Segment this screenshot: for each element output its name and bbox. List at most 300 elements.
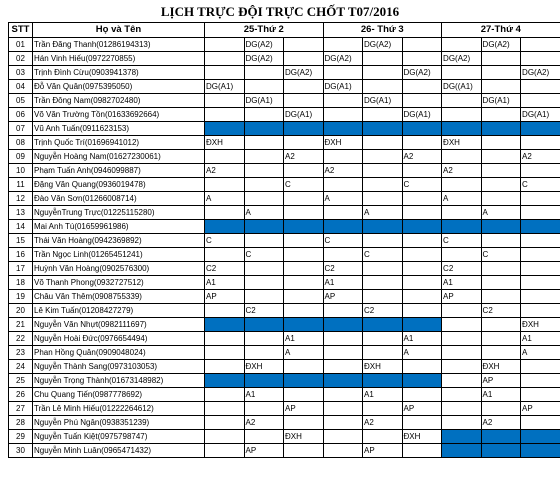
row-number: 13: [9, 206, 33, 220]
table-row: [9, 262, 560, 276]
shift-cell: [323, 220, 363, 234]
shift-cell: [323, 248, 363, 262]
shift-cell: [205, 66, 245, 80]
shift-cell: [402, 164, 442, 178]
shift-cell: [521, 248, 560, 262]
shift-cell: A1: [521, 332, 560, 346]
shift-cell: [205, 304, 245, 318]
shift-cell: [323, 122, 363, 136]
shift-cell: [521, 94, 560, 108]
shift-cell: [284, 52, 324, 66]
member-name: Châu Văn Thêm(0908755339): [33, 290, 205, 304]
shift-cell: A1: [363, 388, 403, 402]
shift-cell: [284, 388, 324, 402]
table-row: [9, 122, 560, 136]
shift-cell: C2: [244, 304, 284, 318]
shift-cell: ĐXH: [363, 360, 403, 374]
member-name: Nguyễn Hoàng Nam(01627230061): [33, 150, 205, 164]
shift-cell: [442, 304, 482, 318]
shift-cell: [205, 94, 245, 108]
shift-cell: A2: [402, 150, 442, 164]
shift-cell: ĐXH: [244, 360, 284, 374]
shift-cell: [481, 52, 521, 66]
shift-cell: [402, 416, 442, 430]
table-row: [9, 444, 560, 458]
header-day-1: 25-Thứ 2: [205, 23, 324, 38]
shift-cell: [323, 178, 363, 192]
shift-cell: [402, 192, 442, 206]
shift-cell: [363, 150, 403, 164]
shift-cell: AP: [363, 444, 403, 458]
shift-cell: [205, 402, 245, 416]
shift-cell: [442, 374, 482, 388]
shift-cell: [205, 388, 245, 402]
table-row: [9, 388, 560, 402]
table-row: [9, 192, 560, 206]
shift-cell: [481, 178, 521, 192]
member-name: Đỗ Văn Quân(0975395050): [33, 80, 205, 94]
table-row: [9, 94, 560, 108]
shift-cell: [442, 444, 482, 458]
shift-cell: [481, 220, 521, 234]
shift-cell: [521, 206, 560, 220]
shift-cell: DG(A2): [323, 52, 363, 66]
shift-cell: ĐXH: [402, 430, 442, 444]
shift-cell: [521, 80, 560, 94]
shift-cell: [323, 108, 363, 122]
shift-cell: DG(A2): [521, 66, 560, 80]
shift-cell: [442, 318, 482, 332]
row-number: 12: [9, 192, 33, 206]
shift-cell: [244, 234, 284, 248]
shift-cell: DG(A1): [323, 80, 363, 94]
shift-cell: A: [323, 192, 363, 206]
shift-cell: [323, 150, 363, 164]
member-name: Nguyễn Thành Sang(0973103053): [33, 360, 205, 374]
shift-cell: [402, 304, 442, 318]
shift-cell: [284, 220, 324, 234]
row-number: 17: [9, 262, 33, 276]
shift-cell: [521, 290, 560, 304]
shift-cell: [323, 444, 363, 458]
shift-cell: [323, 374, 363, 388]
shift-cell: [363, 220, 403, 234]
shift-cell: [205, 346, 245, 360]
shift-cell: [244, 290, 284, 304]
shift-cell: [363, 290, 403, 304]
shift-cell: [284, 206, 324, 220]
table-row: [9, 38, 560, 52]
shift-cell: AP: [205, 290, 245, 304]
table-row: [9, 108, 560, 122]
shift-cell: [402, 80, 442, 94]
shift-cell: A2: [205, 164, 245, 178]
member-name: Đào Văn Sơn(01266008714): [33, 192, 205, 206]
member-name: Mai Anh Tú(01659961986): [33, 220, 205, 234]
shift-cell: [284, 136, 324, 150]
shift-cell: [284, 374, 324, 388]
shift-cell: [244, 262, 284, 276]
shift-cell: [402, 262, 442, 276]
row-number: 09: [9, 150, 33, 164]
header-name: Họ và Tên: [33, 23, 205, 38]
shift-cell: [481, 346, 521, 360]
shift-cell: [402, 444, 442, 458]
shift-cell: [244, 276, 284, 290]
row-number: 06: [9, 108, 33, 122]
member-name: Huỳnh Văn Hoàng(0902576300): [33, 262, 205, 276]
row-number: 07: [9, 122, 33, 136]
shift-cell: [442, 430, 482, 444]
shift-cell: C: [402, 178, 442, 192]
row-number: 20: [9, 304, 33, 318]
shift-cell: [402, 122, 442, 136]
member-name: Đặng Văn Quang(0936019478): [33, 178, 205, 192]
shift-cell: [442, 108, 482, 122]
table-row: [9, 80, 560, 94]
member-name: Nguyễn Văn Nhựt(0982111697): [33, 318, 205, 332]
shift-cell: [481, 444, 521, 458]
shift-cell: C: [244, 248, 284, 262]
shift-cell: [442, 150, 482, 164]
member-name: Võ Văn Trường Tồn(01633692664): [33, 108, 205, 122]
shift-cell: [205, 444, 245, 458]
shift-cell: [205, 332, 245, 346]
shift-cell: [363, 122, 403, 136]
shift-cell: [205, 318, 245, 332]
shift-cell: DG(A2): [244, 52, 284, 66]
row-number: 29: [9, 430, 33, 444]
shift-cell: A2: [442, 164, 482, 178]
member-name: Nguyễn Hoài Đức(0976654494): [33, 332, 205, 346]
shift-cell: C: [521, 178, 560, 192]
shift-cell: [323, 318, 363, 332]
shift-cell: DG(A1): [284, 108, 324, 122]
shift-cell: [521, 122, 560, 136]
shift-cell: [402, 206, 442, 220]
shift-cell: DG(A2): [363, 38, 403, 52]
header-day-3: 27-Thứ 4: [442, 23, 560, 38]
table-row: [9, 136, 560, 150]
shift-cell: C: [323, 234, 363, 248]
shift-cell: A2: [284, 150, 324, 164]
shift-cell: [205, 178, 245, 192]
shift-cell: [284, 290, 324, 304]
shift-cell: [481, 402, 521, 416]
shift-cell: [521, 430, 560, 444]
member-name: Thái Văn Hoàng(0942369892): [33, 234, 205, 248]
shift-cell: [402, 318, 442, 332]
shift-cell: AP: [284, 402, 324, 416]
shift-cell: A: [442, 192, 482, 206]
shift-cell: [442, 220, 482, 234]
duty-roster-table: [8, 22, 560, 458]
row-number: 11: [9, 178, 33, 192]
shift-cell: [363, 402, 403, 416]
shift-cell: [244, 178, 284, 192]
shift-cell: A2: [244, 416, 284, 430]
shift-cell: [284, 360, 324, 374]
table-row: [9, 206, 560, 220]
shift-cell: [521, 136, 560, 150]
shift-cell: DG(A2): [402, 66, 442, 80]
shift-cell: [481, 318, 521, 332]
shift-cell: [442, 360, 482, 374]
shift-cell: [205, 220, 245, 234]
member-name: Lê Kim Tuấn(01208427279): [33, 304, 205, 318]
shift-cell: [284, 276, 324, 290]
shift-cell: DG(A1): [244, 94, 284, 108]
shift-cell: [521, 276, 560, 290]
shift-cell: [284, 234, 324, 248]
shift-cell: [323, 38, 363, 52]
shift-cell: [442, 94, 482, 108]
shift-cell: [442, 388, 482, 402]
table-row: [9, 52, 560, 66]
shift-cell: [402, 38, 442, 52]
shift-cell: [521, 192, 560, 206]
shift-cell: DG(A2): [284, 66, 324, 80]
shift-cell: AP: [442, 290, 482, 304]
shift-cell: [363, 52, 403, 66]
shift-cell: [323, 416, 363, 430]
shift-cell: [402, 248, 442, 262]
shift-cell: [205, 38, 245, 52]
shift-cell: C2: [323, 262, 363, 276]
shift-cell: [244, 164, 284, 178]
shift-cell: C2: [481, 304, 521, 318]
shift-cell: [521, 360, 560, 374]
shift-cell: [323, 94, 363, 108]
shift-cell: [205, 416, 245, 430]
shift-cell: [481, 108, 521, 122]
table-row: [9, 150, 560, 164]
row-number: 08: [9, 136, 33, 150]
shift-cell: [244, 66, 284, 80]
shift-cell: [323, 388, 363, 402]
row-number: 03: [9, 66, 33, 80]
shift-cell: [481, 192, 521, 206]
shift-cell: [402, 136, 442, 150]
shift-cell: [244, 220, 284, 234]
shift-cell: A2: [481, 416, 521, 430]
shift-cell: [363, 346, 403, 360]
shift-cell: A: [284, 346, 324, 360]
shift-cell: [521, 262, 560, 276]
shift-cell: A: [521, 346, 560, 360]
shift-cell: [521, 374, 560, 388]
shift-cell: DG(A1): [205, 80, 245, 94]
shift-cell: [363, 374, 403, 388]
shift-cell: [402, 276, 442, 290]
shift-cell: [521, 234, 560, 248]
shift-cell: AP: [481, 374, 521, 388]
table-row: [9, 248, 560, 262]
row-number: 18: [9, 276, 33, 290]
shift-cell: [521, 388, 560, 402]
shift-cell: [363, 262, 403, 276]
member-name: Hán Vinh Hiếu(0972270855): [33, 52, 205, 66]
shift-cell: [244, 108, 284, 122]
shift-cell: DG(A1): [521, 108, 560, 122]
table-row: [9, 332, 560, 346]
row-number: 01: [9, 38, 33, 52]
shift-cell: [244, 80, 284, 94]
shift-cell: ĐXH: [323, 136, 363, 150]
shift-cell: A1: [402, 332, 442, 346]
shift-cell: [323, 360, 363, 374]
shift-cell: [205, 206, 245, 220]
shift-cell: A2: [323, 164, 363, 178]
shift-cell: ĐXH: [284, 430, 324, 444]
shift-cell: [402, 52, 442, 66]
shift-cell: [442, 178, 482, 192]
shift-cell: [442, 206, 482, 220]
shift-cell: [442, 66, 482, 80]
shift-cell: [284, 122, 324, 136]
table-row: [9, 276, 560, 290]
shift-cell: C2: [363, 304, 403, 318]
table-row: [9, 66, 560, 80]
table-row: [9, 304, 560, 318]
shift-cell: [284, 192, 324, 206]
shift-cell: [481, 234, 521, 248]
shift-cell: [481, 136, 521, 150]
shift-cell: A: [363, 206, 403, 220]
row-number: 26: [9, 388, 33, 402]
shift-cell: A1: [205, 276, 245, 290]
shift-cell: [205, 360, 245, 374]
table-row: [9, 220, 560, 234]
row-number: 16: [9, 248, 33, 262]
member-name: Trịnh Đình Cừu(0903941378): [33, 66, 205, 80]
shift-cell: C: [284, 178, 324, 192]
shift-cell: [442, 122, 482, 136]
shift-cell: [284, 94, 324, 108]
shift-cell: [363, 66, 403, 80]
shift-cell: [521, 416, 560, 430]
shift-cell: [323, 332, 363, 346]
shift-cell: A1: [284, 332, 324, 346]
table-row: [9, 416, 560, 430]
member-name: NguyễnTrung Trực(01225115280): [33, 206, 205, 220]
table-row: [9, 430, 560, 444]
shift-cell: A: [481, 206, 521, 220]
shift-cell: C: [363, 248, 403, 262]
row-number: 30: [9, 444, 33, 458]
shift-cell: ĐXH: [481, 360, 521, 374]
table-row: [9, 164, 560, 178]
header-row: [9, 23, 560, 38]
shift-cell: [481, 122, 521, 136]
shift-cell: [244, 192, 284, 206]
shift-cell: [284, 444, 324, 458]
row-number: 15: [9, 234, 33, 248]
member-name: Nguyễn Tuấn Kiệt(0975798747): [33, 430, 205, 444]
shift-cell: [363, 80, 403, 94]
shift-cell: [481, 290, 521, 304]
row-number: 22: [9, 332, 33, 346]
shift-cell: AP: [521, 402, 560, 416]
table-row: [9, 374, 560, 388]
member-name: Chu Quang Tiến(0987778692): [33, 388, 205, 402]
shift-cell: ĐXH: [442, 136, 482, 150]
shift-cell: [402, 388, 442, 402]
shift-cell: C2: [205, 262, 245, 276]
shift-cell: [244, 122, 284, 136]
row-number: 04: [9, 80, 33, 94]
shift-cell: C: [205, 234, 245, 248]
shift-cell: A: [205, 192, 245, 206]
shift-cell: C2: [442, 262, 482, 276]
shift-cell: [402, 374, 442, 388]
shift-cell: [363, 108, 403, 122]
shift-cell: A: [402, 346, 442, 360]
shift-cell: [363, 192, 403, 206]
shift-cell: DG(A1): [363, 94, 403, 108]
shift-cell: [323, 66, 363, 80]
shift-cell: [205, 108, 245, 122]
shift-cell: [402, 234, 442, 248]
table-row: [9, 234, 560, 248]
shift-cell: A: [244, 206, 284, 220]
shift-cell: [521, 444, 560, 458]
shift-cell: DG(A1): [402, 108, 442, 122]
shift-cell: [481, 150, 521, 164]
member-name: Nguyễn Trọng Thành(01673148982): [33, 374, 205, 388]
shift-cell: [521, 164, 560, 178]
shift-cell: [521, 38, 560, 52]
table-row: [9, 346, 560, 360]
member-name: Trần Đăng Thanh(01286194313): [33, 38, 205, 52]
row-number: 25: [9, 374, 33, 388]
table-row: [9, 402, 560, 416]
shift-cell: A1: [244, 388, 284, 402]
shift-cell: [521, 220, 560, 234]
shift-cell: [284, 164, 324, 178]
shift-cell: AP: [323, 290, 363, 304]
shift-cell: DG(A1): [481, 94, 521, 108]
shift-cell: [244, 136, 284, 150]
member-name: Phan Hồng Quân(0909048024): [33, 346, 205, 360]
table-row: [9, 360, 560, 374]
shift-cell: [363, 164, 403, 178]
member-name: Trần Ngọc Linh(01265451241): [33, 248, 205, 262]
shift-cell: [363, 332, 403, 346]
row-number: 02: [9, 52, 33, 66]
shift-cell: [402, 360, 442, 374]
shift-cell: [442, 402, 482, 416]
member-name: Trần Lê Minh Hiếu(01222264612): [33, 402, 205, 416]
shift-cell: [205, 374, 245, 388]
page-title: LỊCH TRỰC ĐỘI TRỰC CHỐT T07/2016: [160, 4, 400, 19]
shift-cell: AP: [402, 402, 442, 416]
shift-cell: [481, 332, 521, 346]
shift-cell: [284, 248, 324, 262]
header-day-2: 26- Thứ 3: [323, 23, 442, 38]
shift-cell: [323, 430, 363, 444]
shift-cell: [284, 38, 324, 52]
shift-cell: [481, 430, 521, 444]
row-number: 05: [9, 94, 33, 108]
shift-cell: A1: [442, 276, 482, 290]
shift-cell: [442, 248, 482, 262]
shift-cell: [323, 304, 363, 318]
shift-cell: [481, 164, 521, 178]
shift-cell: [363, 234, 403, 248]
table-row: [9, 290, 560, 304]
shift-cell: [323, 402, 363, 416]
